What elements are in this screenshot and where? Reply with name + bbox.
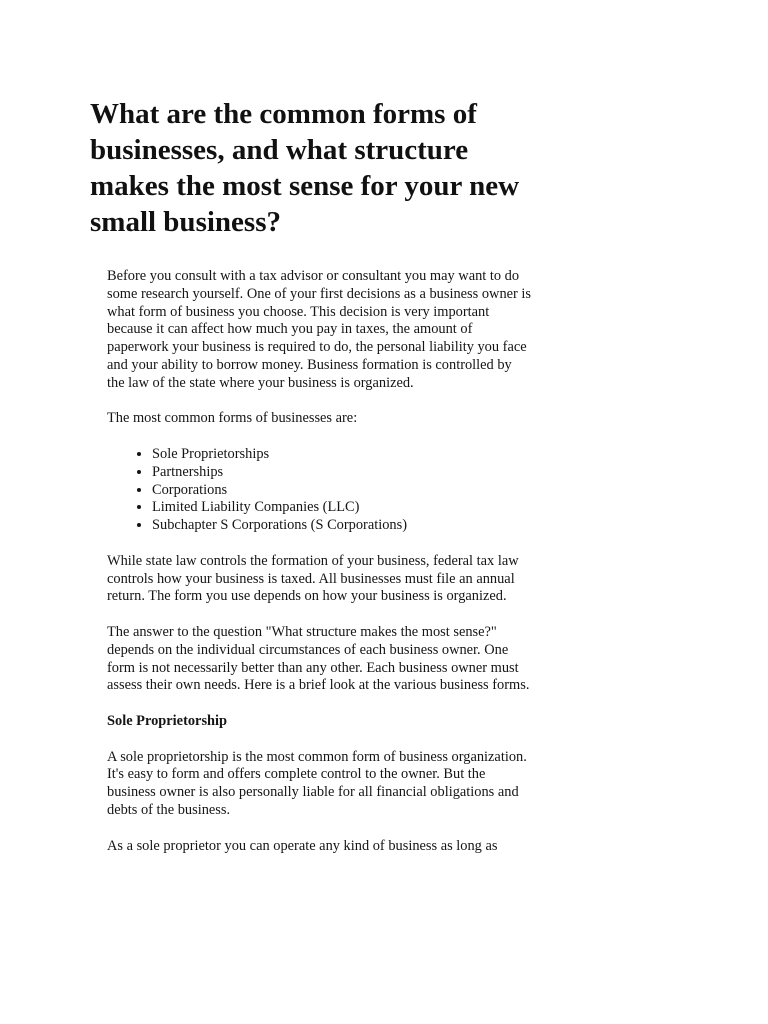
business-forms-list (107, 446, 532, 535)
structure-paragraph: The answer to the question "What structure makes the most sense?" depends on the individual circumstances of each business owner. One form is not necessarily better than any other. Each business owner must assess their own needs. Here is a brief look at the various business forms. (107, 623, 530, 694)
list-item: • Corporations (152, 482, 532, 500)
list-item: • Partnerships (152, 464, 532, 482)
list-item: • Subchapter S Corporations (S Corporations) (152, 517, 532, 535)
sole-proprietorship-continuation: As a sole proprietor you can operate any kind of business as long as (107, 837, 498, 854)
tax-paragraph: While state law controls the formation of your business, federal tax law controls how your business is taxed. All businesses must file an annual return. The form you use depends on how your business is organized. (107, 552, 519, 605)
list-intro: The most common forms of businesses are: (107, 410, 358, 427)
sole-proprietorship-heading: Sole Proprietorship (107, 712, 228, 729)
intro-paragraph: Before you consult with a tax advisor or consultant you may want to do some research yourself. One of your first decisions as a business owner is what form of business you choose. This decision is very important because it can affect how much you pay in taxes, the amount of paperwork your business is required to do, the personal liability you face and your ability to borrow money. Business formation is controlled by the law of the state where your business is organized. (107, 268, 532, 391)
list-item: • Sole Proprietorships (152, 446, 532, 464)
document-title: What are the common forms of businesses, and what structure makes the most sense for your new small business? (90, 98, 520, 238)
list-item: • Limited Liability Companies (LLC) (152, 499, 532, 517)
document-body (107, 268, 532, 873)
sole-proprietorship-paragraph: A sole proprietorship is the most common form of business organization. It's easy to form and offers complete control to the owner. But the business owner is also personally liable for all financial obligations and debts of the business. (107, 748, 527, 818)
